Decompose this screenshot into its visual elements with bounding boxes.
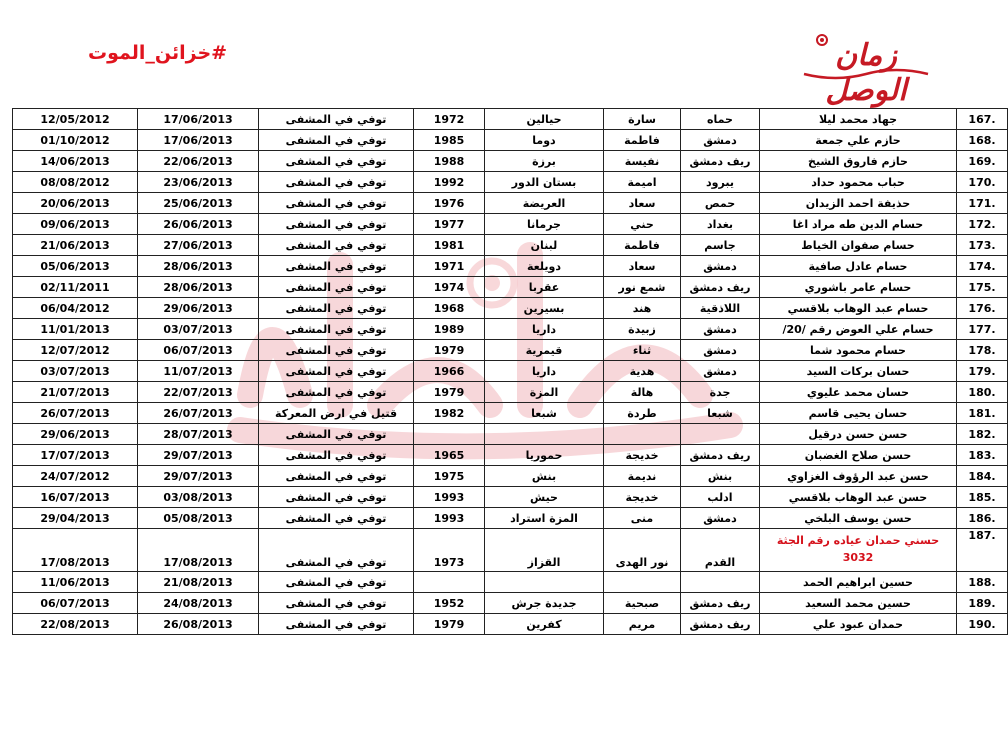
table-row: [13, 424, 1008, 445]
table-row: [13, 109, 1008, 130]
cell-num: 182.: [957, 424, 1008, 445]
cell-num: 172.: [957, 214, 1008, 235]
cell-arrest: 05/06/2013: [13, 256, 138, 277]
cell-name: حسن عبد الرؤوف الغزاوي: [760, 466, 957, 487]
cell-mother: منى: [604, 508, 681, 529]
cell-status: توفي في المشفى: [259, 340, 414, 361]
cell-num: 189.: [957, 593, 1008, 614]
cell-num: 183.: [957, 445, 1008, 466]
cell-town: قيمرية: [485, 340, 604, 361]
cell-gov: دمشق: [681, 340, 760, 361]
cell-gov: حمص: [681, 193, 760, 214]
cell-year: 1977: [414, 214, 485, 235]
cell-name: حسين ابراهيم الحمد: [760, 572, 957, 593]
cell-name: حسن عبد الوهاب بلاقسي: [760, 487, 957, 508]
cell-gov: ادلب: [681, 487, 760, 508]
cell-mother: سعاد: [604, 256, 681, 277]
cell-town: شبعا: [485, 403, 604, 424]
cell-num: 168.: [957, 130, 1008, 151]
cell-death: 05/08/2013: [138, 508, 259, 529]
cell-year: 1975: [414, 466, 485, 487]
cell-name: حسن يوسف البلخي: [760, 508, 957, 529]
cell-mother: صبحية: [604, 593, 681, 614]
cell-gov: بنش: [681, 466, 760, 487]
logo-wordmark: زمان الوصل: [825, 38, 907, 108]
cell-status: توفي في المشفى: [259, 487, 414, 508]
cell-status: توفي في المشفى: [259, 214, 414, 235]
cell-year: 1974: [414, 277, 485, 298]
table-row: [13, 298, 1008, 319]
cell-status: توفي في المشفى: [259, 614, 414, 635]
table-row: [13, 256, 1008, 277]
cell-num: 169.: [957, 151, 1008, 172]
table-row: [13, 614, 1008, 635]
cell-arrest: 21/07/2013: [13, 382, 138, 403]
cell-num: 181.: [957, 403, 1008, 424]
cell-death: 22/06/2013: [138, 151, 259, 172]
cell-year: 1993: [414, 508, 485, 529]
cell-status: قتيل في ارض المعركة: [259, 403, 414, 424]
cell-num: 188.: [957, 572, 1008, 593]
cell-arrest: 24/07/2012: [13, 466, 138, 487]
cell-town: داريا: [485, 319, 604, 340]
cell-name: حسن صلاح الغضبان: [760, 445, 957, 466]
cell-town: حموريا: [485, 445, 604, 466]
cell-gov: دمشق: [681, 256, 760, 277]
cell-mother: فاطمة: [604, 130, 681, 151]
cell-status: توفي في المشفى: [259, 593, 414, 614]
cell-death: 03/07/2013: [138, 319, 259, 340]
cell-name: حازم علي جمعة: [760, 130, 957, 151]
cell-status: توفي في المشفى: [259, 277, 414, 298]
table-row: [13, 130, 1008, 151]
cell-gov: [681, 572, 760, 593]
table-row: [13, 445, 1008, 466]
table-row: [13, 319, 1008, 340]
cell-death: 17/06/2013: [138, 109, 259, 130]
cell-arrest: 02/11/2011: [13, 277, 138, 298]
cell-gov: القدم: [681, 529, 760, 572]
cell-mother: خديجة: [604, 445, 681, 466]
cell-death: 22/07/2013: [138, 382, 259, 403]
cell-death: 25/06/2013: [138, 193, 259, 214]
cell-town: القزاز: [485, 529, 604, 572]
cell-death: 17/08/2013: [138, 529, 259, 572]
cell-year: 1981: [414, 235, 485, 256]
cell-status: توفي في المشفى: [259, 529, 414, 572]
cell-gov: يبرود: [681, 172, 760, 193]
cell-status: توفي في المشفى: [259, 361, 414, 382]
cell-mother: شمع نور: [604, 277, 681, 298]
cell-town: المزة استراد: [485, 508, 604, 529]
cell-death: 23/06/2013: [138, 172, 259, 193]
cell-death: 06/07/2013: [138, 340, 259, 361]
table-row: [13, 529, 1008, 572]
cell-death: 28/06/2013: [138, 277, 259, 298]
cell-num: 167.: [957, 109, 1008, 130]
cell-status: توفي في المشفى: [259, 109, 414, 130]
cell-year: 1968: [414, 298, 485, 319]
cell-year: 1982: [414, 403, 485, 424]
cell-num: 180.: [957, 382, 1008, 403]
cell-num: 185.: [957, 487, 1008, 508]
cell-mother: هالة: [604, 382, 681, 403]
cell-town: بسيرين: [485, 298, 604, 319]
cell-arrest: 29/04/2013: [13, 508, 138, 529]
cell-name: حسام الدين طه مراد اغا: [760, 214, 957, 235]
cell-gov: شبعا: [681, 403, 760, 424]
cell-mother: سارة: [604, 109, 681, 130]
cell-death: 11/07/2013: [138, 361, 259, 382]
cell-town: حيالين: [485, 109, 604, 130]
table-row: [13, 151, 1008, 172]
cell-year: 1973: [414, 529, 485, 572]
cell-num: 179.: [957, 361, 1008, 382]
cell-arrest: 01/10/2012: [13, 130, 138, 151]
cell-status: توفي في المشفى: [259, 466, 414, 487]
cell-gov: جاسم: [681, 235, 760, 256]
cell-name: حسام علي العوض رقم /20/: [760, 319, 957, 340]
table-row: [13, 572, 1008, 593]
table-row: [13, 214, 1008, 235]
cell-town: حيش: [485, 487, 604, 508]
cell-year: 1979: [414, 614, 485, 635]
cell-arrest: 03/07/2013: [13, 361, 138, 382]
cell-year: [414, 572, 485, 593]
cell-num: 174.: [957, 256, 1008, 277]
cell-death: 26/07/2013: [138, 403, 259, 424]
cell-arrest: 14/06/2013: [13, 151, 138, 172]
cell-death: 28/06/2013: [138, 256, 259, 277]
table-row: [13, 340, 1008, 361]
cell-name: حسان محمد عليوي: [760, 382, 957, 403]
cell-status: توفي في المشفى: [259, 193, 414, 214]
cell-gov: دمشق: [681, 508, 760, 529]
cell-mother: فاطمة: [604, 235, 681, 256]
cell-name: جهاد محمد ليلا: [760, 109, 957, 130]
cell-death: 17/06/2013: [138, 130, 259, 151]
cell-arrest: 06/07/2013: [13, 593, 138, 614]
cell-arrest: 17/08/2013: [13, 529, 138, 572]
cell-name: حباب محمود حداد: [760, 172, 957, 193]
cell-death: 26/08/2013: [138, 614, 259, 635]
cell-num: 170.: [957, 172, 1008, 193]
cell-status: توفي في المشفى: [259, 130, 414, 151]
cell-num: 177.: [957, 319, 1008, 340]
table-row: [13, 277, 1008, 298]
detainee-table: [12, 108, 1008, 635]
cell-arrest: 06/04/2012: [13, 298, 138, 319]
cell-death: 03/08/2013: [138, 487, 259, 508]
cell-mother: [604, 572, 681, 593]
cell-arrest: 26/07/2013: [13, 403, 138, 424]
cell-year: 1989: [414, 319, 485, 340]
cell-gov: ريف دمشق: [681, 614, 760, 635]
cell-death: 27/06/2013: [138, 235, 259, 256]
cell-town: [485, 424, 604, 445]
cell-arrest: 11/06/2013: [13, 572, 138, 593]
cell-town: بنش: [485, 466, 604, 487]
cell-town: بستان الدور: [485, 172, 604, 193]
cell-mother: حني: [604, 214, 681, 235]
table-row: [13, 382, 1008, 403]
cell-num: 173.: [957, 235, 1008, 256]
cell-year: 1985: [414, 130, 485, 151]
cell-mother: نور الهدى: [604, 529, 681, 572]
cell-status: توفي في المشفى: [259, 508, 414, 529]
cell-arrest: 16/07/2013: [13, 487, 138, 508]
cell-death: 26/06/2013: [138, 214, 259, 235]
cell-mother: هند: [604, 298, 681, 319]
cell-gov: حماه: [681, 109, 760, 130]
cell-name: حسين محمد السعيد: [760, 593, 957, 614]
cell-status: توفي في المشفى: [259, 424, 414, 445]
cell-death: 28/07/2013: [138, 424, 259, 445]
cell-death: 24/08/2013: [138, 593, 259, 614]
cell-arrest: 21/06/2013: [13, 235, 138, 256]
cell-status: توفي في المشفى: [259, 298, 414, 319]
cell-year: 1972: [414, 109, 485, 130]
table-row: [13, 361, 1008, 382]
cell-year: 1993: [414, 487, 485, 508]
cell-town: جرمانا: [485, 214, 604, 235]
zaman-alwasl-logo: [796, 30, 936, 108]
cell-town: المزة: [485, 382, 604, 403]
cell-arrest: 11/01/2013: [13, 319, 138, 340]
cell-status: توفي في المشفى: [259, 151, 414, 172]
cell-num: 171.: [957, 193, 1008, 214]
cell-death: 29/07/2013: [138, 445, 259, 466]
cell-mother: نديمة: [604, 466, 681, 487]
cell-gov: ريف دمشق: [681, 445, 760, 466]
cell-num: 176.: [957, 298, 1008, 319]
cell-num: 190.: [957, 614, 1008, 635]
cell-name: حسن حسن درقيل: [760, 424, 957, 445]
cell-mother: طردة: [604, 403, 681, 424]
hashtag-title: #خزائن_الموت: [88, 42, 228, 64]
cell-year: 1979: [414, 340, 485, 361]
cell-name: حسام عادل صافية: [760, 256, 957, 277]
cell-num: 184.: [957, 466, 1008, 487]
cell-town: دويلعة: [485, 256, 604, 277]
cell-arrest: 12/07/2012: [13, 340, 138, 361]
cell-gov: دمشق: [681, 319, 760, 340]
cell-town: داريا: [485, 361, 604, 382]
table-row: [13, 487, 1008, 508]
cell-death: 29/06/2013: [138, 298, 259, 319]
table-row: [13, 466, 1008, 487]
cell-arrest: 20/06/2013: [13, 193, 138, 214]
cell-status: توفي في المشفى: [259, 382, 414, 403]
cell-gov: دمشق: [681, 361, 760, 382]
cell-year: 1966: [414, 361, 485, 382]
cell-year: 1992: [414, 172, 485, 193]
table-row: [13, 403, 1008, 424]
cell-death: 21/08/2013: [138, 572, 259, 593]
cell-gov: اللاذقية: [681, 298, 760, 319]
cell-mother: زبيدة: [604, 319, 681, 340]
cell-mother: نفيسة: [604, 151, 681, 172]
cell-num: 187.: [957, 529, 1008, 572]
cell-num: 186.: [957, 508, 1008, 529]
cell-name: حسني حمدان عياده رقم الجثة 3032: [760, 529, 957, 572]
cell-name: حمدان عبود علي: [760, 614, 957, 635]
table-row: [13, 172, 1008, 193]
cell-num: 178.: [957, 340, 1008, 361]
cell-arrest: 08/08/2012: [13, 172, 138, 193]
cell-num: 175.: [957, 277, 1008, 298]
cell-name: حازم فاروق الشيخ: [760, 151, 957, 172]
cell-town: العريضة: [485, 193, 604, 214]
cell-name: حسان بركات السيد: [760, 361, 957, 382]
cell-name: حسام عامر باشوري: [760, 277, 957, 298]
table-row: [13, 193, 1008, 214]
cell-gov: ريف دمشق: [681, 277, 760, 298]
cell-status: توفي في المشفى: [259, 256, 414, 277]
cell-name: حسام عبد الوهاب بلاقسي: [760, 298, 957, 319]
cell-gov: دمشق: [681, 130, 760, 151]
cell-mother: هدية: [604, 361, 681, 382]
cell-mother: سعاد: [604, 193, 681, 214]
cell-year: 1979: [414, 382, 485, 403]
cell-status: توفي في المشفى: [259, 319, 414, 340]
table-row: [13, 593, 1008, 614]
cell-mother: اميمة: [604, 172, 681, 193]
cell-year: 1971: [414, 256, 485, 277]
cell-mother: ثناء: [604, 340, 681, 361]
cell-status: توفي في المشفى: [259, 235, 414, 256]
cell-status: توفي في المشفى: [259, 172, 414, 193]
cell-status: توفي في المشفى: [259, 572, 414, 593]
cell-arrest: 22/08/2013: [13, 614, 138, 635]
cell-status: توفي في المشفى: [259, 445, 414, 466]
cell-mother: مريم: [604, 614, 681, 635]
cell-mother: خديجة: [604, 487, 681, 508]
cell-arrest: 29/06/2013: [13, 424, 138, 445]
cell-gov: [681, 424, 760, 445]
cell-arrest: 09/06/2013: [13, 214, 138, 235]
cell-year: 1952: [414, 593, 485, 614]
cell-year: 1976: [414, 193, 485, 214]
cell-town: كفرين: [485, 614, 604, 635]
cell-town: دوما: [485, 130, 604, 151]
cell-name: حسام محمود شما: [760, 340, 957, 361]
cell-name: حسام صفوان الخياط: [760, 235, 957, 256]
cell-gov: ريف دمشق: [681, 593, 760, 614]
cell-gov: بغداد: [681, 214, 760, 235]
cell-town: برزة: [485, 151, 604, 172]
cell-year: 1965: [414, 445, 485, 466]
cell-arrest: 17/07/2013: [13, 445, 138, 466]
cell-gov: جدة: [681, 382, 760, 403]
cell-death: 29/07/2013: [138, 466, 259, 487]
cell-name: حذيفة احمد الزيدان: [760, 193, 957, 214]
cell-town: عقربا: [485, 277, 604, 298]
cell-year: 1988: [414, 151, 485, 172]
table-row: [13, 235, 1008, 256]
cell-town: لبنان: [485, 235, 604, 256]
cell-gov: ريف دمشق: [681, 151, 760, 172]
cell-name: حسان يحيى قاسم: [760, 403, 957, 424]
cell-arrest: 12/05/2012: [13, 109, 138, 130]
cell-year: [414, 424, 485, 445]
table-row: [13, 508, 1008, 529]
cell-town: جديدة جرش: [485, 593, 604, 614]
cell-mother: [604, 424, 681, 445]
cell-town: [485, 572, 604, 593]
